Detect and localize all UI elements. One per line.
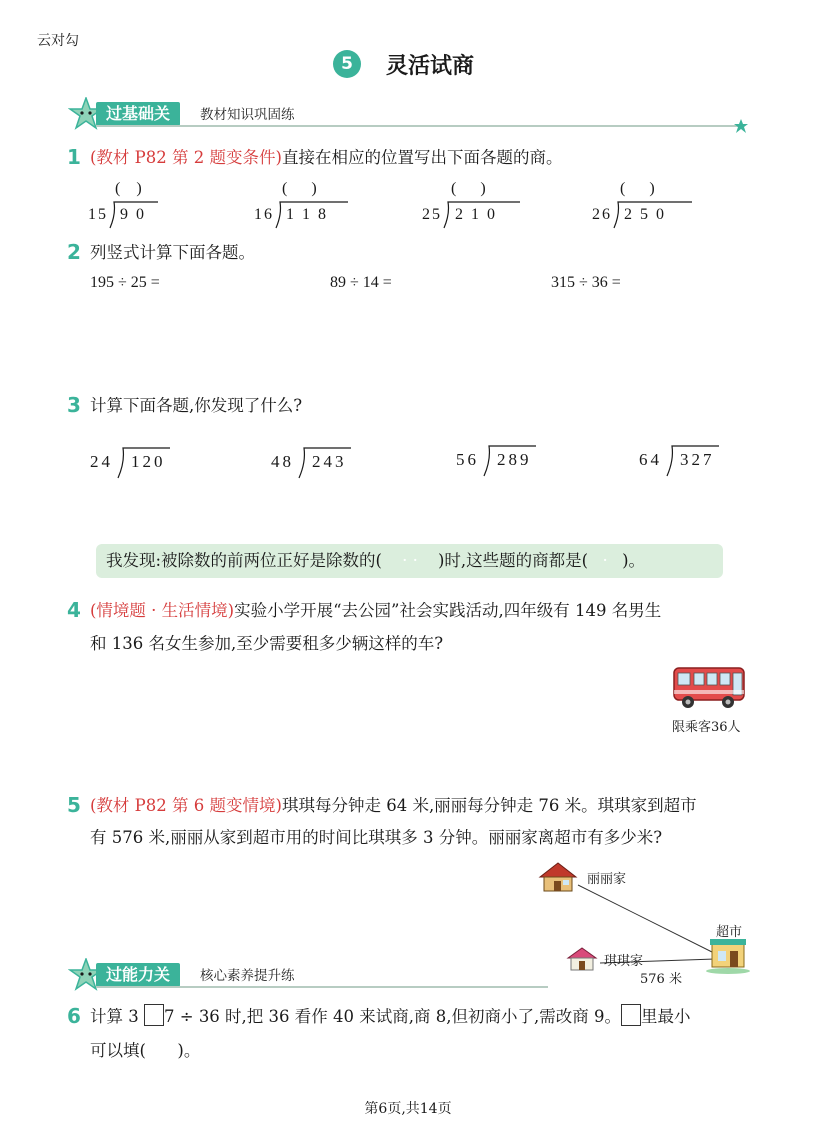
question-body: 直接在相应的位置写出下面各题的商。 bbox=[281, 148, 563, 167]
expression: 315 ÷ 36 = bbox=[551, 274, 621, 291]
question-body: 实验小学开展“去公园”社会实践活动,四年级有 149 名男生 bbox=[234, 601, 662, 620]
expression: 89 ÷ 14 = bbox=[330, 274, 392, 291]
section-divider bbox=[96, 986, 548, 988]
finding-part3: )。 bbox=[622, 551, 646, 570]
quotient-blank[interactable]: ( ) bbox=[620, 180, 655, 197]
question-2-text: 列竖式计算下面各题。 bbox=[90, 243, 255, 262]
section-tab-basic: 过基础关 bbox=[96, 102, 180, 126]
question-source: (情境题 · 生活情境) bbox=[90, 601, 235, 620]
section-subtitle-advanced: 核心素养提升练 bbox=[200, 968, 295, 984]
question-number: 3 bbox=[67, 393, 81, 417]
long-division-3 bbox=[422, 178, 542, 228]
bus-caption: 限乘客36人 bbox=[672, 720, 741, 735]
question-number: 5 bbox=[67, 793, 81, 817]
page-title: 灵活试商 bbox=[386, 54, 475, 79]
dividend: 2 1 0 bbox=[455, 206, 497, 223]
question-source: (教材 P82 第 6 题变情境) bbox=[90, 796, 282, 815]
dividend: 327 bbox=[680, 450, 715, 469]
long-division-q3-1 bbox=[90, 444, 190, 480]
brand-label: 云对勾 bbox=[37, 33, 79, 49]
finding-box bbox=[96, 544, 723, 578]
dividend: 243 bbox=[312, 452, 347, 471]
label-distance: 576 米 bbox=[640, 972, 682, 987]
question-5-line2: 有 576 米,丽丽从家到超市用的时间比琪琪多 3 分钟。丽丽家离超市有多少米? bbox=[90, 828, 663, 847]
question-3-text: 计算下面各题,你发现了什么? bbox=[90, 396, 303, 415]
dividend: 289 bbox=[497, 450, 532, 469]
finding-part2: )时,这些题的商都是( bbox=[438, 551, 589, 570]
bus-icon bbox=[672, 664, 748, 712]
digit-box[interactable] bbox=[621, 1004, 641, 1026]
label-lili-home: 丽丽家 bbox=[587, 872, 627, 887]
dividend: 1 1 8 bbox=[286, 206, 328, 223]
question-source: (教材 P82 第 2 题变条件) bbox=[90, 148, 282, 167]
finding-text bbox=[106, 544, 645, 578]
divisor: 26 bbox=[592, 206, 612, 223]
long-division-q3-2 bbox=[271, 444, 371, 480]
question-number: 2 bbox=[67, 240, 81, 264]
quotient-blank[interactable]: ( ) bbox=[115, 180, 142, 197]
question-4-line1 bbox=[90, 594, 661, 628]
answer-blank-2[interactable]: · bbox=[602, 551, 608, 570]
question-6-line2: 可以填( )。 bbox=[90, 1041, 201, 1060]
long-division-q3-4 bbox=[639, 442, 739, 478]
dividend: 9 0 bbox=[120, 206, 146, 223]
question-6-line1 bbox=[90, 1000, 691, 1034]
flower-icon bbox=[734, 119, 748, 133]
question-1-text bbox=[90, 141, 562, 175]
question-number: 1 bbox=[67, 145, 81, 169]
page-footer: 第6页,共14页 bbox=[364, 1101, 452, 1117]
answer-blank-1[interactable]: · · bbox=[402, 551, 418, 570]
divisor: 16 bbox=[254, 206, 274, 223]
section-basic bbox=[68, 97, 748, 133]
dividend: 120 bbox=[131, 452, 166, 471]
question-body: 计算 3 bbox=[90, 1007, 139, 1026]
divisor: 56 bbox=[456, 450, 479, 469]
section-tab-advanced: 过能力关 bbox=[96, 963, 180, 987]
question-5-line1 bbox=[90, 789, 697, 823]
quotient-blank[interactable]: ( ) bbox=[451, 180, 486, 197]
divisor: 64 bbox=[639, 450, 662, 469]
dividend: 2 5 0 bbox=[624, 206, 666, 223]
long-division-q3-3 bbox=[456, 442, 556, 478]
digit-box[interactable] bbox=[144, 1004, 164, 1026]
section-advanced bbox=[68, 958, 548, 994]
house-icon bbox=[568, 948, 596, 970]
divisor: 25 bbox=[422, 206, 442, 223]
lesson-number: 5 bbox=[341, 54, 353, 74]
long-division-2 bbox=[254, 178, 374, 228]
label-supermarket: 超市 bbox=[716, 925, 743, 940]
question-4-line2: 和 136 名女生参加,至少需要租多少辆这样的车? bbox=[90, 634, 444, 653]
divisor: 15 bbox=[88, 206, 108, 223]
quotient-blank[interactable]: ( ) bbox=[282, 180, 317, 197]
house-icon bbox=[540, 863, 576, 891]
long-division-1 bbox=[88, 178, 208, 228]
label-qiqi-home: 琪琪家 bbox=[604, 954, 644, 969]
expression: 195 ÷ 25 = bbox=[90, 274, 160, 291]
lesson-number-badge bbox=[333, 50, 361, 78]
supermarket-icon bbox=[706, 939, 750, 974]
question-body: 7 ÷ 36 时,把 36 看作 40 来试商,商 8,但初商小了,需改商 9。 bbox=[164, 1007, 621, 1026]
divisor: 24 bbox=[90, 452, 113, 471]
question-number: 4 bbox=[67, 598, 81, 622]
section-subtitle-basic: 教材知识巩固练 bbox=[200, 107, 295, 123]
finding-part1: 我发现:被除数的前两位正好是除数的( bbox=[106, 551, 382, 570]
long-division-4 bbox=[592, 178, 712, 228]
section-divider bbox=[96, 125, 742, 127]
question-body: 里最小 bbox=[641, 1007, 691, 1026]
question-number: 6 bbox=[67, 1004, 81, 1028]
divisor: 48 bbox=[271, 452, 294, 471]
question-body: 琪琪每分钟走 64 米,丽丽每分钟走 76 米。琪琪家到超市 bbox=[281, 796, 697, 815]
